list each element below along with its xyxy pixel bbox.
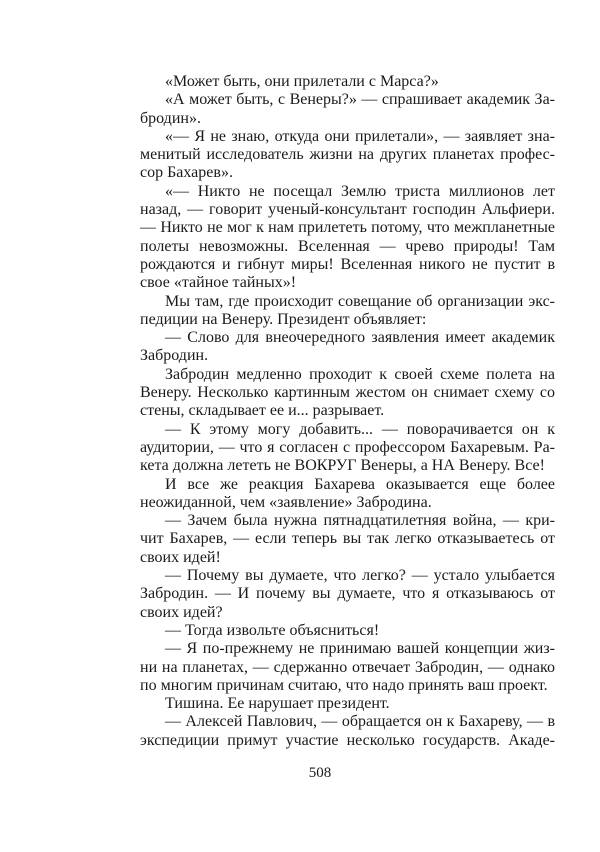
text-line: Забродин. — И почему вы думаете, что я отказываюсь от bbox=[140, 585, 555, 603]
paragraph bbox=[140, 329, 555, 366]
text-line: стены, складывает ее и... разрывает. bbox=[140, 402, 385, 420]
text-line: — Зачем была нужна пятнадцатилетняя война, — кри- bbox=[165, 512, 555, 530]
text-line: кета должна лететь не ВОКРУГ Венеры, а НА Венеру. Все! bbox=[140, 457, 545, 475]
text-line: «— Никто не посещал Землю триста миллионов лет bbox=[165, 182, 555, 200]
paragraph bbox=[140, 128, 555, 183]
text-line: Мы там, где происходит совещание об организации экс- bbox=[165, 292, 555, 310]
text-line: экспедиции примут участие несколько государств. Акаде- bbox=[140, 731, 555, 749]
text-line: бродин». bbox=[140, 109, 201, 127]
text-line: чит Бахарев, — если теперь вы так легко отказываетесь от bbox=[140, 530, 555, 548]
paragraph bbox=[140, 567, 555, 622]
text-line: «— Я не знаю, откуда они прилетали», — заявляет зна- bbox=[165, 127, 555, 145]
text-line: — К этому могу добавить... — поворачивается он к bbox=[165, 420, 555, 438]
page-body-text bbox=[140, 73, 555, 750]
paragraph bbox=[140, 640, 555, 695]
text-line: рождаются и гибнут миры! Вселенная никого не пустит в bbox=[140, 255, 555, 273]
text-line: педиции на Венеру. Президент объявляет: bbox=[140, 310, 427, 328]
text-line: неожиданной, чем «заявление» Забродина. bbox=[140, 493, 432, 511]
text-line: — Я по-прежнему не принимаю вашей концепции жиз- bbox=[165, 640, 555, 658]
page-number: 508 bbox=[308, 765, 332, 781]
paragraph bbox=[140, 695, 555, 713]
text-line: Венеру. Несколько картинным жестом он снимает схему со bbox=[140, 384, 555, 402]
paragraph bbox=[140, 366, 555, 421]
text-line: — Почему вы думаете, что легко? — устало улыбается bbox=[165, 567, 555, 585]
text-line: Забродин медленно проходит к своей схеме полета на bbox=[165, 365, 555, 383]
paragraph bbox=[140, 73, 555, 91]
paragraph bbox=[140, 622, 555, 640]
text-line: — Алексей Павлович, — обращается он к Бахареву, — в bbox=[165, 713, 555, 731]
paragraph bbox=[140, 293, 555, 330]
text-line: Забродин. bbox=[140, 347, 209, 365]
text-line: своих идей? bbox=[140, 603, 223, 621]
text-line: своих идей! bbox=[140, 548, 221, 566]
text-line: Тишина. Ее нарушает президент. bbox=[165, 695, 390, 713]
paragraph bbox=[140, 713, 555, 750]
paragraph bbox=[140, 421, 555, 476]
text-line: — Тогда извольте объясниться! bbox=[165, 621, 380, 639]
text-line: «А может быть, с Венеры?» — спрашивает академик За- bbox=[165, 91, 555, 109]
text-line: менитый исследователь жизни на других планетах профес- bbox=[140, 146, 555, 164]
text-line: «Может быть, они прилетали с Марса?» bbox=[165, 73, 439, 90]
text-line: сор Бахарев». bbox=[140, 164, 233, 182]
text-line: назад, — говорит ученый-консультант господин Альфиери. bbox=[140, 201, 555, 219]
text-line: ни на планетах, — сдержанно отвечает Забродин, — однако bbox=[140, 658, 555, 676]
text-line: аудитории, — что я согласен с профессором Бахаревым. Ра- bbox=[140, 438, 555, 456]
text-line: свое «тайное тайных»! bbox=[140, 274, 297, 292]
text-line: И все же реакция Бахарева оказывается еще более bbox=[165, 475, 555, 493]
paragraph bbox=[140, 91, 555, 128]
text-line: по многим причинам считаю, что надо принять ваш проект. bbox=[140, 676, 548, 694]
text-line: — Никто не мог к нам прилететь потому, что межпланетные bbox=[140, 219, 555, 237]
paragraph bbox=[140, 512, 555, 567]
paragraph bbox=[140, 476, 555, 513]
text-line: полеты невозможны. Вселенная — чрево природы! Там bbox=[140, 237, 555, 255]
paragraph bbox=[140, 183, 555, 293]
text-line: — Слово для внеочередного заявления имеет академик bbox=[165, 329, 555, 347]
